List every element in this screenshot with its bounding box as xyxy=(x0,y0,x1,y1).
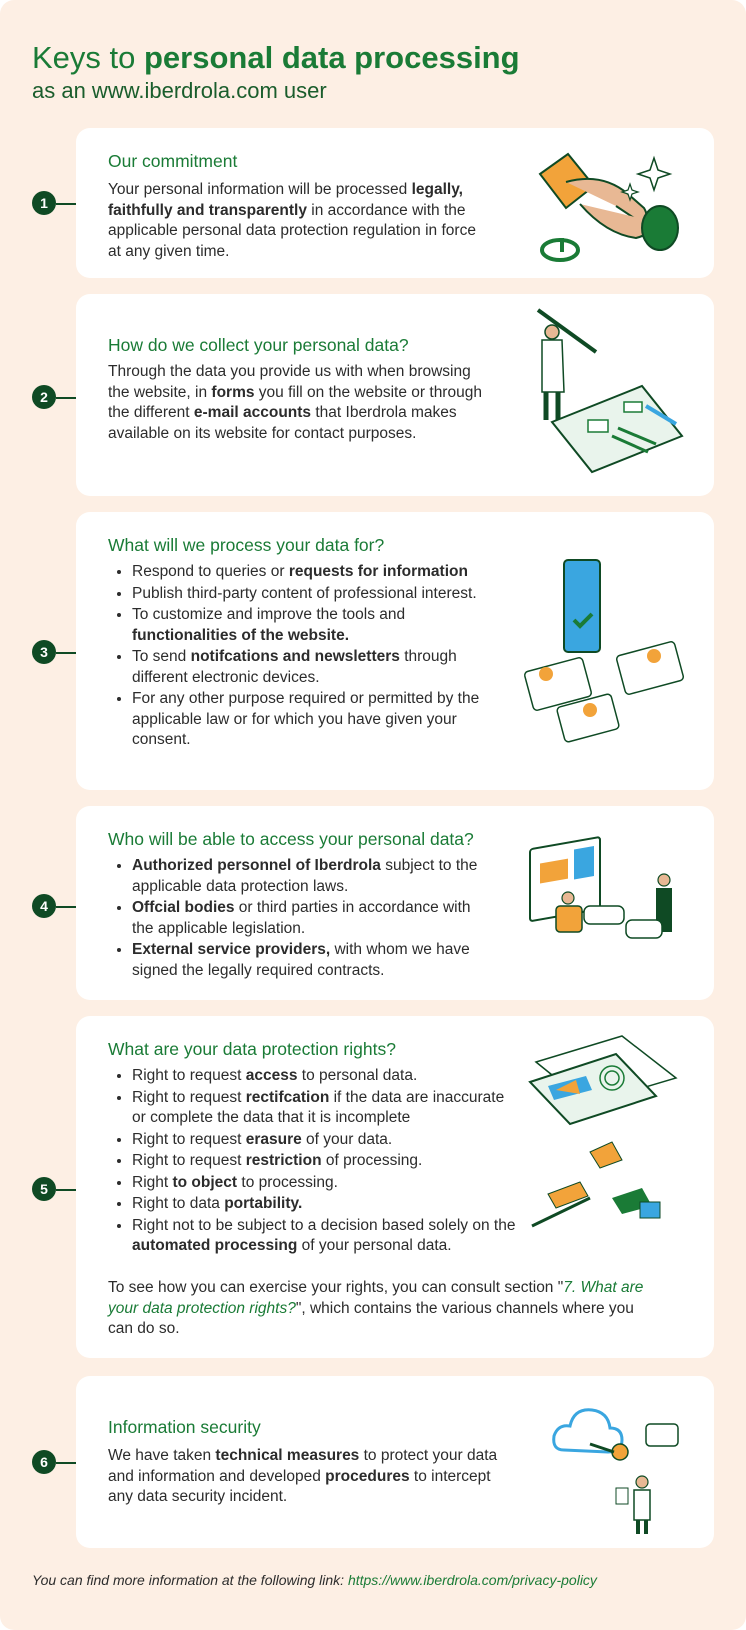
card-security xyxy=(76,1376,714,1548)
title-bold: personal data processing xyxy=(144,40,520,75)
connector-6 xyxy=(56,1462,76,1464)
card-processing-purposes xyxy=(76,512,714,790)
list-item: • Right to data portability. xyxy=(132,1194,522,1215)
card-access xyxy=(76,806,714,1000)
card-text: Your personal information will be processed legally, faithfully and transparently in accordance with the applicable personal data protection regulation in force at any given time. xyxy=(108,181,476,260)
page-subtitle: as an www.iberdrola.com user xyxy=(32,78,327,103)
rights-list xyxy=(108,1066,522,1258)
rights-section-link[interactable]: 7. What are your data protection rights? xyxy=(108,1279,644,1317)
connector-1 xyxy=(56,203,76,205)
list-item: • Right to request erasure of your data. xyxy=(132,1130,522,1151)
card-title: Who will be able to access your personal data? xyxy=(108,829,474,849)
connector-5 xyxy=(56,1189,76,1191)
access-list xyxy=(108,856,488,982)
handshake-icon xyxy=(532,142,682,264)
tablet-form-icon xyxy=(528,302,688,478)
connector-3 xyxy=(56,652,76,654)
list-item: • Publish third-party content of professional interest. xyxy=(132,584,488,605)
step-number-2: 2 xyxy=(32,385,56,409)
rights-note: To see how you can exercise your rights, you can consult section "7. What are your data protection rights?", which contains the various channels where you can do so. xyxy=(108,1279,644,1337)
list-item: • To send notifcations and newsletters through different electronic devices. xyxy=(132,647,488,688)
connector-4 xyxy=(56,906,76,908)
people-monitor-icon xyxy=(526,836,686,966)
list-item: • Authorized personnel of Iberdrola subject to the applicable data protection laws. xyxy=(132,856,488,897)
cloud-key-icon xyxy=(550,1400,680,1536)
list-item: • Right not to be subject to a decision based solely on the automated processing of your personal data. xyxy=(132,1216,522,1257)
step-number-6: 6 xyxy=(32,1450,56,1474)
list-item: • Right to request restriction of processing. xyxy=(132,1151,522,1172)
card-title: Information security xyxy=(108,1417,261,1437)
step-number-3: 3 xyxy=(32,640,56,664)
list-item: • For any other purpose required or permitted by the applicable law or for which you have given your consent. xyxy=(132,689,488,751)
list-item: • External service providers, with whom we have signed the legally required contracts. xyxy=(132,940,488,981)
list-item: • Offcial bodies or third parties in accordance with the applicable legislation. xyxy=(132,898,488,939)
connector-2 xyxy=(56,397,76,399)
card-collect-data xyxy=(76,294,714,496)
list-item: • Right to object to processing. xyxy=(132,1173,522,1194)
card-text: Through the data you provide us with when browsing the website, in forms you fill on the website or through the different e-mail accounts that Iberdrola makes available on its website for contact purposes. xyxy=(108,363,482,442)
list-item: • To customize and improve the tools and functionalities of the website. xyxy=(132,605,488,646)
privacy-policy-link[interactable]: https://www.iberdrola.com/privacy-policy xyxy=(347,1572,597,1588)
title-prefix: Keys to xyxy=(32,40,144,75)
page-title xyxy=(32,40,520,76)
step-number-1: 1 xyxy=(32,191,56,215)
card-title: How do we collect your personal data? xyxy=(108,335,409,355)
card-title: Our commitment xyxy=(108,151,238,171)
phone-profiles-icon xyxy=(520,556,690,748)
card-title: What are your data protection rights? xyxy=(108,1039,396,1059)
step-number-4: 4 xyxy=(32,894,56,918)
list-item: • Respond to queries or requests for information xyxy=(132,562,488,583)
card-our-commitment xyxy=(76,128,714,278)
card-rights xyxy=(76,1016,714,1358)
footer-note: You can find more information at the following link: https://www.iberdrola.com/privacy-policy xyxy=(32,1572,597,1588)
list-item: • Right to request access to personal data. xyxy=(132,1066,522,1087)
step-number-5: 5 xyxy=(32,1177,56,1201)
list-item: • Right to request rectifcation if the data are inaccurate or complete the data that it is incomplete xyxy=(132,1088,522,1129)
fingerprint-tablet-icon xyxy=(526,1032,686,1242)
purpose-list xyxy=(108,562,488,752)
card-title: What will we process your data for? xyxy=(108,535,385,555)
card-text: We have taken technical measures to protect your data and information and developed procedures to intercept any data security incident. xyxy=(108,1447,498,1505)
